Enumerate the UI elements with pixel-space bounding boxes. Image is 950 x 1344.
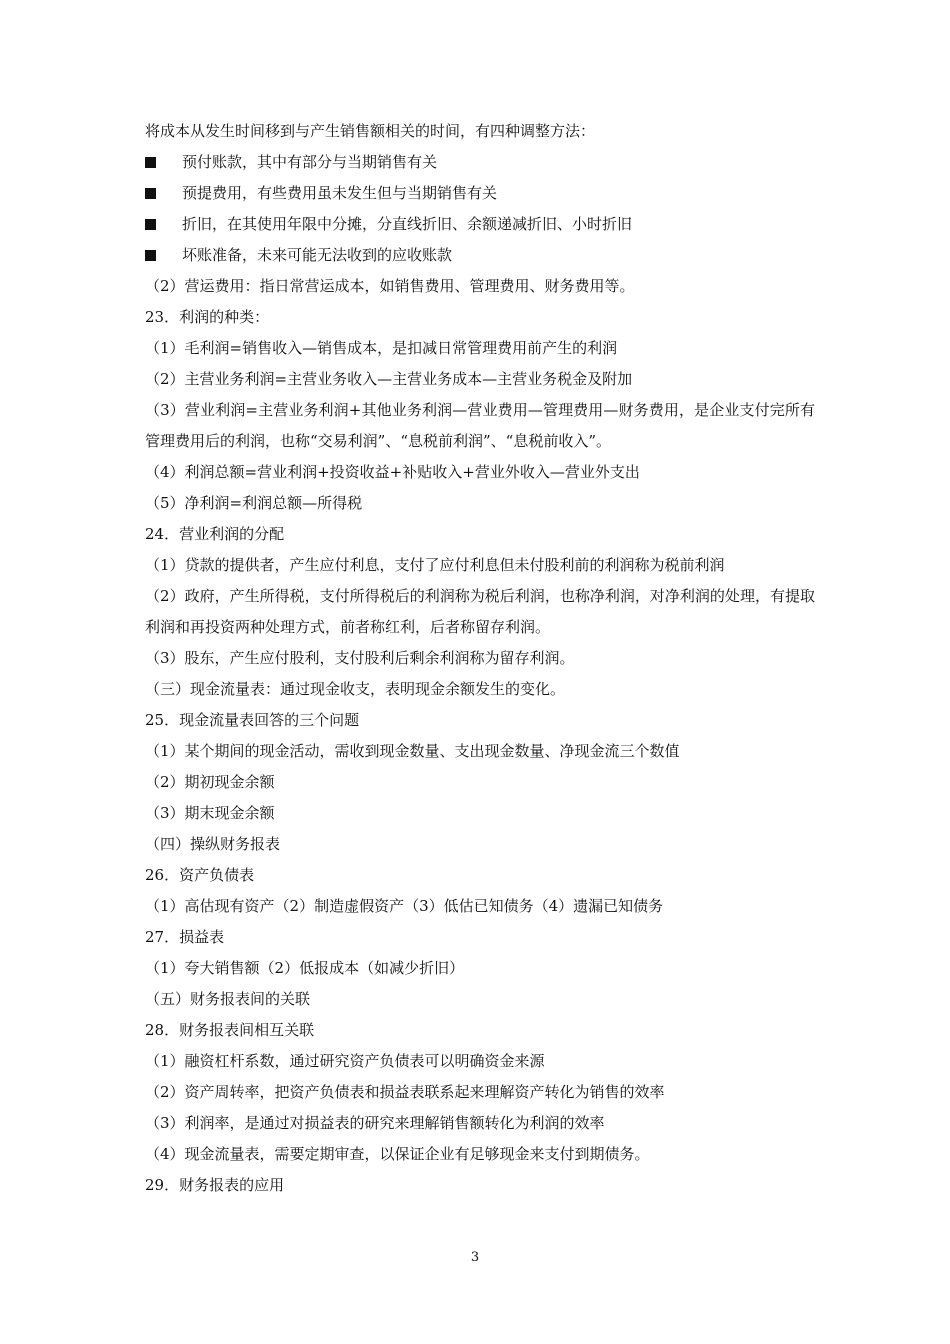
- paragraph-line: （1）夸大销售额（2）低报成本（如减少折旧）: [145, 959, 465, 977]
- paragraph-line: （2）主营业务利润=主营业务收入—主营业务成本—主营业务税金及附加: [145, 370, 633, 388]
- subsection-heading: （四）操纵财务报表: [145, 835, 281, 853]
- bullet-item: [145, 209, 815, 240]
- intro-paragraph: 将成本从发生时间移到与产生销售额相关的时间，有四种调整方法：: [145, 122, 596, 140]
- bullet-text: 预付账款，其中有部分与当期销售有关: [182, 153, 438, 171]
- paragraph-line: （4）利润总额=营业利润+投资收益+补贴收入+营业外收入—营业外支出: [145, 463, 640, 481]
- subsection-heading: （五）财务报表间的关联: [145, 990, 311, 1008]
- bullet-item: [145, 240, 815, 271]
- paragraph-line: （1）高估现有资产（2）制造虚假资产（3）低估已知债务（4）遗漏已知债务: [145, 897, 664, 915]
- section-heading: 28．财务报表间相互关联: [145, 1021, 315, 1039]
- paragraph-line: （1）融资杠杆系数，通过研究资产负债表可以明确资金来源: [145, 1052, 545, 1070]
- paragraph-line: （1）贷款的提供者，产生应付利息，支付了应付利息但未付股利前的利润称为税前利润: [145, 556, 725, 574]
- paragraph-line: （1）某个期间的现金活动，需收到现金数量、支出现金数量、净现金流三个数值: [145, 742, 680, 760]
- square-bullet-icon: [145, 188, 156, 199]
- section-heading: 29．财务报表的应用: [145, 1176, 285, 1194]
- square-bullet-icon: [145, 219, 156, 230]
- section-heading: 23．利润的种类：: [145, 308, 270, 326]
- square-bullet-icon: [145, 250, 156, 261]
- paragraph-line: （3）期末现金余额: [145, 804, 275, 822]
- paragraph-line: （3）营业利润=主营业务利润+其他业务利润—营业费用—管理费用—财务费用，是企业支付完所有管理费用后的利润，也称“交易利润”、“息税前利润”、“息税前收入”。: [145, 401, 815, 450]
- paragraph-line: （1）毛利润=销售收入—销售成本，是扣减日常管理费用前产生的利润: [145, 339, 618, 357]
- subsection-heading: （三）现金流量表：通过现金收支，表明现金余额发生的变化。: [145, 680, 566, 698]
- bullet-item: [145, 147, 815, 178]
- bullet-text: 预提费用，有些费用虽未发生但与当期销售有关: [182, 184, 498, 202]
- paragraph-line: （2）期初现金余额: [145, 773, 275, 791]
- paragraph-line: （2）营运费用：指日常营运成本，如销售费用、管理费用、财务费用等。: [145, 277, 635, 295]
- paragraph-line: （2）政府，产生所得税，支付所得税后的利润称为税后利润，也称净利润，对净利润的处理，有提取利润和再投资两种处理方式，前者称红利，后者称留存利润。: [145, 587, 815, 636]
- document-body: [145, 116, 815, 1201]
- paragraph-line: （2）资产周转率，把资产负债表和损益表联系起来理解资产转化为销售的效率: [145, 1083, 665, 1101]
- paragraph-line: （3）利润率，是通过对损益表的研究来理解销售额转化为利润的效率: [145, 1114, 605, 1132]
- section-heading: 27．损益表: [145, 928, 225, 946]
- section-heading: 25．现金流量表回答的三个问题: [145, 711, 360, 729]
- paragraph-line: （5）净利润=利润总额—所得税: [145, 494, 363, 512]
- page-number: 3: [470, 1250, 480, 1265]
- square-bullet-icon: [145, 157, 156, 168]
- section-heading: 26．资产负债表: [145, 866, 255, 884]
- bullet-text: 坏账准备，未来可能无法收到的应收账款: [182, 246, 453, 264]
- bullet-text: 折旧，在其使用年限中分摊，分直线折旧、余额递减折旧、小时折旧: [182, 215, 633, 233]
- section-heading: 24．营业利润的分配: [145, 525, 285, 543]
- paragraph-line: （3）股东，产生应付股利，支付股利后剩余利润称为留存利润。: [145, 649, 575, 667]
- paragraph-line: （4）现金流量表，需要定期审查，以保证企业有足够现金来支付到期债务。: [145, 1145, 650, 1163]
- bullet-item: [145, 178, 815, 209]
